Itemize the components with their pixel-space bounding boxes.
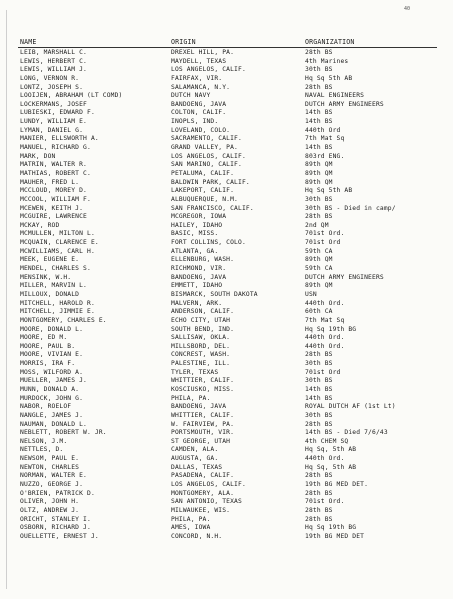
person-origin: LOVELAND, COLO.: [171, 126, 231, 134]
roster-row: [20, 343, 437, 352]
roster-row: [20, 498, 437, 507]
roster-row: [20, 377, 437, 386]
person-origin: BANDOENG, JAVA: [171, 273, 227, 281]
person-organization: 14th BS - Died 7/6/43: [305, 429, 388, 437]
roster-row: [20, 230, 437, 239]
person-name: NETTLES, D.: [20, 446, 64, 454]
person-organization: 440th Ord.: [305, 334, 345, 342]
person-origin: LAKEPORT, CALIF.: [171, 187, 235, 195]
person-organization: 14th BS: [305, 385, 333, 393]
header-rule: [18, 47, 437, 48]
person-organization: NAVAL ENGINEERS: [305, 92, 365, 100]
person-name: MUNN, DONALD A.: [20, 385, 80, 393]
person-name: MCQUAIN, CLARENCE E.: [20, 239, 99, 247]
person-origin: MALVERN, ARK.: [171, 299, 223, 307]
person-origin: INOPLS, IND.: [171, 118, 219, 126]
person-origin: FORT COLLINS, COLO.: [171, 239, 246, 247]
person-organization: 28th BS: [305, 49, 333, 56]
person-name: MURDOCK, JOHN G.: [20, 394, 84, 402]
roster-row: [20, 161, 437, 170]
person-organization: Hq Sq 5th AB: [305, 74, 353, 82]
person-origin: BANDOENG, JAVA: [171, 100, 227, 108]
person-organization: 59th CA: [305, 265, 333, 273]
person-name: NUZZO, GEORGE J.: [20, 481, 84, 489]
person-origin: ATLANTA, GA.: [171, 247, 219, 255]
person-name: NAUMAN, DONALD L.: [20, 420, 87, 428]
person-organization: Hq Sq, 5th AB: [305, 463, 357, 471]
person-name: OUELLETTE, ERNEST J.: [20, 532, 99, 540]
person-origin: SACRAMENTO, CALIF.: [171, 135, 242, 143]
roster-row: [20, 66, 437, 75]
person-organization: 89th QM: [305, 256, 333, 264]
person-origin: PORTSMOUTH, VIR.: [171, 429, 235, 437]
roster-row: [20, 84, 437, 93]
person-origin: MONTGOMERY, ALA.: [171, 489, 235, 497]
roster-list: [20, 49, 437, 542]
person-name: MCCOOL, WILLIAM F.: [20, 195, 91, 203]
person-origin: PHILA, PA.: [171, 515, 211, 523]
roster-row: [20, 464, 437, 473]
person-origin: PASADENA, CALIF.: [171, 472, 235, 480]
person-organization: 14th BS: [305, 109, 333, 117]
page-edge-line: [6, 10, 7, 589]
roster-row: [20, 213, 437, 222]
person-organization: Hq Sq 5th AB: [305, 187, 353, 195]
roster-row: [20, 179, 437, 188]
person-origin: CONCREST, WASH.: [171, 351, 231, 359]
person-name: LEWIS, HERBERT C.: [20, 57, 87, 65]
person-origin: SAN MARINO, CALIF.: [171, 161, 242, 169]
person-name: NABOR, ROELOF: [20, 403, 72, 411]
person-origin: SAN ANTONIO, TEXAS: [171, 498, 242, 506]
person-name: LONTZ, JOSEPH S.: [20, 83, 84, 91]
person-name: MOSS, WILFORD A.: [20, 368, 84, 376]
person-organization: 60th CA: [305, 308, 333, 316]
person-name: MUELLER, JAMES J.: [20, 377, 87, 385]
person-origin: PHILA, PA.: [171, 394, 211, 402]
person-origin: ANDERSON, CALIF.: [171, 308, 235, 316]
roster-row: [20, 248, 437, 257]
person-origin: SAN FRANCISCO, CALIF.: [171, 204, 254, 212]
roster-row: [20, 92, 437, 101]
person-name: OSBORN, RICHARD J.: [20, 524, 91, 532]
person-name: MATRIN, WALTER R.: [20, 161, 87, 169]
person-name: MENDEL, CHARLES S.: [20, 265, 91, 273]
person-name: LEIB, MARSHALL C.: [20, 49, 87, 56]
person-origin: W. FAIRVIEW, PA.: [171, 420, 235, 428]
person-name: MILLOUX, DONALD: [20, 290, 80, 298]
person-name: OLTZ, ANDREW J.: [20, 506, 80, 514]
person-name: NEWSOM, PAUL E.: [20, 455, 80, 463]
person-origin: LOS ANGELOS, CALIF.: [171, 152, 246, 160]
person-organization: Hq Sq, 5th AB: [305, 446, 357, 454]
person-organization: ROYAL DUTCH AF (1st Lt): [305, 403, 396, 411]
roster-row: [20, 429, 437, 438]
person-name: MOORE, PAUL B.: [20, 342, 76, 350]
person-organization: 440th Ord.: [305, 455, 345, 463]
person-organization: 19th BG MED DET.: [305, 481, 369, 489]
person-origin: PETALUMA, CALIF.: [171, 169, 235, 177]
person-organization: 89th QM: [305, 169, 333, 177]
roster-row: [20, 187, 437, 196]
person-name: NANGLE, JAMES J.: [20, 411, 84, 419]
roster-row: [20, 334, 437, 343]
roster-row: [20, 109, 437, 118]
person-origin: ECHO CITY, UTAH: [171, 316, 231, 324]
person-organization: DUTCH ARMY ENGINEERS: [305, 273, 384, 281]
person-organization: 4th Marines: [305, 57, 349, 65]
person-origin: DALLAS, TEXAS: [171, 463, 223, 471]
person-organization: 59th CA: [305, 247, 333, 255]
roster-row: [20, 455, 437, 464]
roster-row: [20, 135, 437, 144]
person-name: MOORE, VIVIAN E.: [20, 351, 84, 359]
person-origin: CAMDEN, ALA.: [171, 446, 219, 454]
roster-row: [20, 317, 437, 326]
roster-row: [20, 282, 437, 291]
roster-row: [20, 170, 437, 179]
person-origin: PALESTINE, ILL.: [171, 360, 231, 368]
person-name: NORMAN, WALTER E.: [20, 472, 87, 480]
page-number: 40: [404, 6, 411, 12]
person-origin: GRAND VALLEY, PA.: [171, 144, 238, 152]
roster-row: [20, 524, 437, 533]
person-name: LYMAN, DANIEL G.: [20, 126, 84, 134]
roster-row: [20, 472, 437, 481]
roster-row: [20, 75, 437, 84]
roster-row: [20, 438, 437, 447]
person-organization: Hq Sq 19th BG: [305, 524, 357, 532]
person-origin: SALLISAW, OKLA.: [171, 334, 231, 342]
person-organization: 701st Ord.: [305, 230, 345, 238]
roster-row: [20, 421, 437, 430]
header-origin: ORIGIN: [171, 38, 196, 46]
roster-row: [20, 490, 437, 499]
roster-row: [20, 360, 437, 369]
person-origin: CONCORD, N.H.: [171, 532, 223, 540]
person-organization: 30th BS: [305, 411, 333, 419]
roster-row: [20, 144, 437, 153]
roster-row: [20, 239, 437, 248]
person-origin: LOS ANGELOS, CALIF.: [171, 66, 246, 74]
person-name: MENSINK, W.H.: [20, 273, 72, 281]
roster-row: [20, 446, 437, 455]
person-organization: 28th BS: [305, 213, 333, 221]
person-origin: ALBUQUERQUE, N.M.: [171, 195, 238, 203]
roster-row: [20, 308, 437, 317]
person-name: LONG, VERNON R.: [20, 74, 80, 82]
person-organization: 701st Ord.: [305, 498, 345, 506]
person-origin: AMES, IOWA: [171, 524, 211, 532]
person-organization: 30th BS: [305, 377, 333, 385]
person-name: MARK, DON: [20, 152, 56, 160]
person-name: OLIVER, JOHN H.: [20, 498, 80, 506]
roster-row: [20, 533, 437, 542]
person-name: LUBIESKI, EDWARD F.: [20, 109, 95, 117]
person-name: MATHIAS, ROBERT C.: [20, 169, 91, 177]
person-origin: COLTON, CALIF.: [171, 109, 227, 117]
person-name: MCGUIRE, LAWRENCE: [20, 213, 87, 221]
person-name: MCWILLIAMS, CARL H.: [20, 247, 95, 255]
person-organization: 701st Ord: [305, 368, 341, 376]
person-origin: DREXEL HILL, PA.: [171, 49, 235, 56]
person-name: MOORE, ED M.: [20, 334, 68, 342]
roster-row: [20, 395, 437, 404]
header-name: NAME: [20, 38, 37, 46]
person-name: MCKAY, ROD: [20, 221, 60, 229]
person-organization: 440th Ord.: [305, 299, 345, 307]
person-name: LEWIS, WILLIAM J.: [20, 66, 87, 74]
person-organization: 28th BS: [305, 83, 333, 91]
person-name: NEBLETT, ROBERT W. JR.: [20, 429, 107, 437]
person-origin: MILWAUKEE, WIS.: [171, 506, 231, 514]
person-origin: MILLSBORD, DEL.: [171, 342, 231, 350]
person-organization: 28th BS: [305, 515, 333, 523]
roster-row: [20, 351, 437, 360]
roster-row: [20, 386, 437, 395]
roster-row: [20, 127, 437, 136]
roster-row: [20, 118, 437, 127]
roster-row: [20, 326, 437, 335]
roster-row: [20, 481, 437, 490]
person-organization: 14th BS: [305, 144, 333, 152]
person-origin: DUTCH NAVY: [171, 92, 211, 100]
roster-row: [20, 205, 437, 214]
person-origin: KOSCIUSKO, MISS.: [171, 385, 235, 393]
person-origin: AUGUSTA, GA.: [171, 455, 219, 463]
person-name: MAUHER, FRED L.: [20, 178, 80, 186]
roster-row: [20, 196, 437, 205]
person-organization: 28th BS: [305, 506, 333, 514]
person-origin: FAIRFAX, VIR.: [171, 74, 223, 82]
person-organization: USN: [305, 290, 317, 298]
person-name: LUNDY, WILLIAM E.: [20, 118, 87, 126]
person-organization: 89th QM: [305, 178, 333, 186]
person-name: O'BRIEN, PATRICK D.: [20, 489, 95, 497]
person-name: NEWTON, CHARLES: [20, 463, 80, 471]
person-origin: MAYDELL, TEXAS: [171, 57, 227, 65]
person-name: MCEWEN, KEITH J.: [20, 204, 84, 212]
roster-row: [20, 507, 437, 516]
person-origin: RICHMOND, VIR.: [171, 265, 227, 273]
person-name: MITCHELL, JIMMIE E.: [20, 308, 95, 316]
person-organization: DUTCH ARMY ENGINEERS: [305, 100, 384, 108]
person-organization: 7th Mat Sq: [305, 135, 345, 143]
person-name: MANUEL, RICHARD G.: [20, 144, 91, 152]
person-name: MOORE, DONALD L.: [20, 325, 84, 333]
person-organization: 28th BS: [305, 351, 333, 359]
person-organization: 701st Ord: [305, 239, 341, 247]
roster-row: [20, 265, 437, 274]
roster-row: [20, 412, 437, 421]
roster-row: [20, 516, 437, 525]
roster-row: [20, 274, 437, 283]
person-name: MCCLOUD, MOREY D.: [20, 187, 87, 195]
person-organization: 440th Ord.: [305, 342, 345, 350]
column-header-row: [20, 38, 437, 47]
person-name: MCMULLEN, MILTON L.: [20, 230, 95, 238]
person-name: MONTGOMERY, CHARLES E.: [20, 316, 107, 324]
person-origin: HAILEY, IDAHO: [171, 221, 223, 229]
person-name: MITCHELL, HAROLD R.: [20, 299, 95, 307]
person-origin: MCGREGOR, IOWA: [171, 213, 227, 221]
person-organization: Hq Sq 19th BG: [305, 325, 357, 333]
person-organization: 7th Mat Sq: [305, 316, 345, 324]
person-origin: TYLER, TEXAS: [171, 368, 219, 376]
roster-row: [20, 58, 437, 67]
person-name: LOOIJEN, ABRAHAM (LT COMD): [20, 92, 123, 100]
person-origin: SOUTH BEND, IND.: [171, 325, 235, 333]
person-origin: EMMETT, IDAHO: [171, 282, 223, 290]
person-origin: LOS ANGELOS, CALIF.: [171, 481, 246, 489]
person-organization: 30th BS: [305, 195, 333, 203]
person-origin: WHITTIER, CALIF.: [171, 377, 235, 385]
person-origin: ELLENBURG, WASH.: [171, 256, 235, 264]
roster-row: [20, 369, 437, 378]
roster-row: [20, 403, 437, 412]
person-organization: 19th BG MED DET: [305, 532, 365, 540]
person-organization: 14th BS: [305, 118, 333, 126]
person-organization: 30th BS - Died in camp/: [305, 204, 396, 212]
person-organization: 28th BS: [305, 472, 333, 480]
person-organization: 14th BS: [305, 394, 333, 402]
header-organization: ORGANIZATION: [305, 38, 355, 46]
person-origin: SALAMANCA, N.Y.: [171, 83, 231, 91]
person-name: MEEK, EUGENE E.: [20, 256, 80, 264]
person-origin: BALDWIN PARK, CALIF.: [171, 178, 250, 186]
person-origin: BANDOENG, JAVA: [171, 403, 227, 411]
roster-row: [20, 300, 437, 309]
person-name: NELSON, J.M.: [20, 437, 68, 445]
person-organization: 440th Ord: [305, 126, 341, 134]
roster-row: [20, 101, 437, 110]
person-organization: 4th CHEM SQ: [305, 437, 349, 445]
person-origin: WHITTIER, CALIF.: [171, 411, 235, 419]
person-origin: BISMARCK, SOUTH DAKOTA: [171, 290, 258, 298]
roster-row: [20, 222, 437, 231]
person-organization: 89th QM: [305, 161, 333, 169]
roster-row: [20, 49, 437, 58]
person-organization: 2nd QM: [305, 221, 329, 229]
roster-row: [20, 256, 437, 265]
person-origin: BASIC, MISS.: [171, 230, 219, 238]
roster-row: [20, 291, 437, 300]
person-name: MANIER, ELLSWORTH A.: [20, 135, 99, 143]
person-organization: 28th BS: [305, 489, 333, 497]
person-organization: 30th BS: [305, 360, 333, 368]
person-organization: 30th BS: [305, 66, 333, 74]
roster-row: [20, 153, 437, 162]
person-organization: 89th QM: [305, 282, 333, 290]
person-organization: 803rd ENG.: [305, 152, 345, 160]
person-name: MILLER, MARVIN L.: [20, 282, 87, 290]
person-origin: ST GEORGE, UTAH: [171, 437, 231, 445]
person-organization: 28th BS: [305, 420, 333, 428]
person-name: MORRIS, IRA F.: [20, 360, 76, 368]
person-name: LOCKERMANS, JOSEF: [20, 100, 87, 108]
person-name: ORICHT, STANLEY I.: [20, 515, 91, 523]
